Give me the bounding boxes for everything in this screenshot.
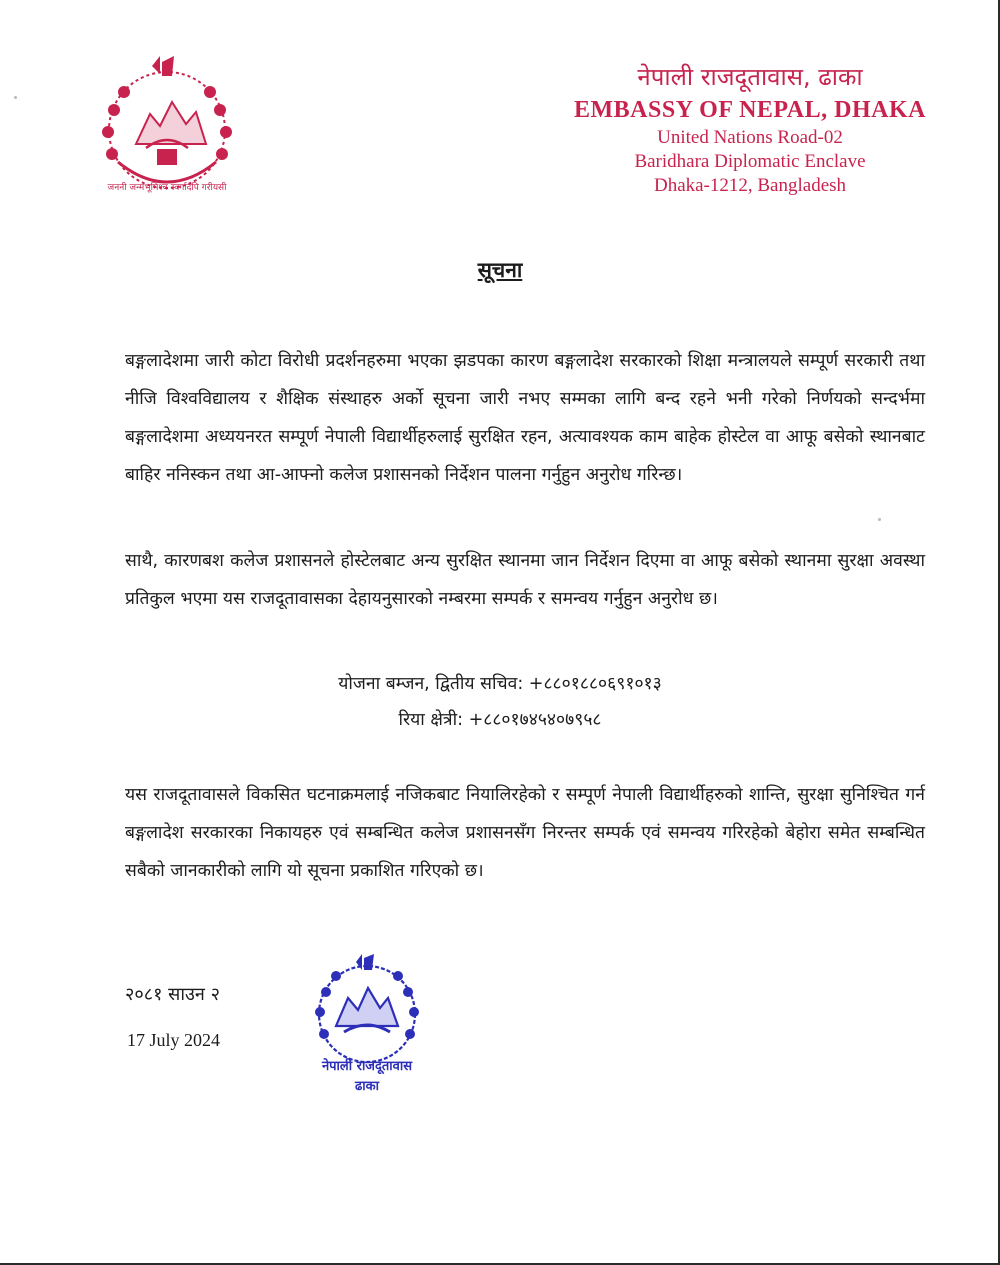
letterhead	[550, 60, 950, 198]
address-line-3: Dhaka-1212, Bangladesh	[653, 175, 847, 196]
scan-speck	[14, 96, 17, 99]
embassy-name-nepali: नेपाली राजदूतावास, ढाका	[637, 63, 863, 91]
nepal-emblem-icon	[88, 52, 246, 202]
date-english: 17 July 2024	[127, 1030, 221, 1050]
stamp-text-2: ढाका	[354, 1079, 380, 1094]
date-nepali: २०८१ साउन २	[125, 984, 220, 1005]
embassy-name-english: EMBASSY OF NEPAL, DHAKA	[574, 97, 926, 123]
notice-paragraph-2: साथै, कारणबश कलेज प्रशासनले होस्टेलबाट अन्य सुरक्षित स्थानमा जान निर्देशन दिएमा वा आफू बसेको स्थानमा सुरक्षा अवस्था प्रतिकुल भएमा यस राजदूतावासका देहायनुसारको नम्बरमा सम्पर्क र समन्वय गर्नुहुन अनुरोध छ।	[125, 551, 925, 609]
notice-paragraph-3: यस राजदूतावासले विकसित घटनाक्रमलाई नजिकबाट नियालिरहेको र सम्पूर्ण नेपाली विद्यार्थीहरुको शान्ति, सुरक्षा सुनिश्चित गर्न बङ्गलादेश सरकारका निकायहरु एवं सम्बन्धित कलेज प्रशासनसँग निरन्तर सम्पर्क एवं समन्वय गरिरहेको बेहोरा समेत सम्बन्धित सबैको जानकारीको लागि यो सूचना प्रकाशित गरिएको छ।	[125, 785, 925, 881]
notice-paragraph-1: बङ्गलादेशमा जारी कोटा विरोधी प्रदर्शनहरुमा भएका झडपका कारण बङ्गलादेश सरकारको शिक्षा मन्त्रालयले सम्पूर्ण सरकारी तथा नीजि विश्वविद्यालय र शैक्षिक संस्थाहरु अर्को सूचना जारी नभए सम्मका लागि बन्द रहने भनी गरेको निर्णयको सन्दर्भमा बङ्गलादेशमा अध्ययनरत सम्पूर्ण नेपाली विद्यार्थीहरुलाई सुरक्षित रहन, अत्यावश्यक काम बाहेक होस्टेल वा आफू बसेको स्थानबाट बाहिर ननिस्कन तथा आ-आफ्नो कलेज प्रशासनको निर्देशन पालना गर्नुहुन अनुरोध गरिन्छ।	[125, 351, 925, 485]
contact-riya: रिया क्षेत्री: +८८०१७४५४०७९५८	[398, 710, 602, 730]
embassy-stamp-icon	[302, 952, 432, 1102]
notice-title: सूचना	[477, 258, 523, 282]
stamp-text-1: नेपाली राजदूतावास	[321, 1059, 413, 1074]
scan-speck	[878, 518, 881, 521]
address-line-1: United Nations Road-02	[657, 127, 843, 148]
address-line-2: Baridhara Diplomatic Enclave	[634, 151, 866, 172]
emblem-scroll-text: जननी जन्मभूमिश्च स्वर्गादपि गरीयसी	[107, 183, 227, 193]
contact-secretary: योजना बम्जन, द्वितीय सचिव: +८८०१८८०६९१०१३	[338, 674, 662, 694]
contact-list	[0, 666, 1000, 738]
